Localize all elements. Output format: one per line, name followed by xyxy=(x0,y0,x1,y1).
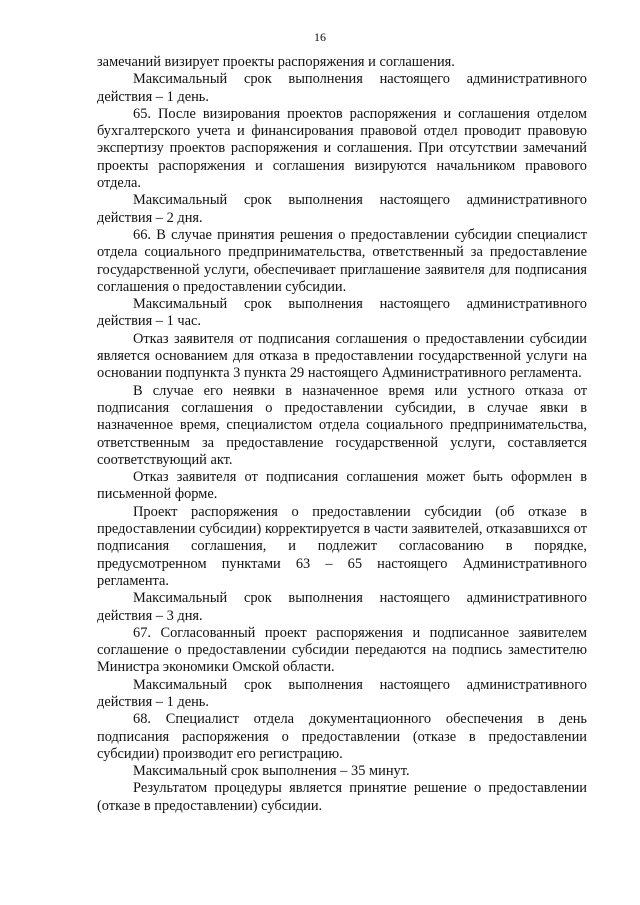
paragraph: Максимальный срок выполнения настоящего административного действия – 2 дня. xyxy=(97,192,587,226)
paragraph: Максимальный срок выполнения настоящего административного действия – 3 дня. xyxy=(97,590,587,624)
paragraph: Максимальный срок выполнения настоящего административного действия – 1 день. xyxy=(97,676,587,710)
paragraph: В случае его неявки в назначенное время или устного отказа от подписания соглашения о предоставлении субсидии, в случае явки в назначенное время, специалистом отдела социального предпринимательства, ответственным за предоставление государственной услуги, составляется соответствующий акт. xyxy=(97,382,587,468)
paragraph: 66. В случае принятия решения о предоставлении субсидии специалист отдела социального предпринимательства, ответственный за предоставление государственной услуги, обеспечивает приглашение заявителя для подписания соглашения о предоставлении субсидии. xyxy=(97,226,587,295)
page-number: 16 xyxy=(314,30,326,44)
paragraph: 65. После визирования проектов распоряжения и соглашения отделом бухгалтерского учета и финансирования правовой отдел проводит правовую экспертизу проектов распоряжения и соглашения. При отсутствии замечаний проекты распоряжения и соглашения визируются начальником правового отдела. xyxy=(97,105,587,192)
paragraph: Отказ заявителя от подписания соглашения может быть оформлен в письменной форме. xyxy=(97,469,587,503)
paragraph: Максимальный срок выполнения – 35 минут. xyxy=(133,763,410,780)
paragraph: замечаний визирует проекты распоряжения и соглашения. xyxy=(97,54,455,70)
paragraph: 68. Специалист отдела документационного обеспечения в день подписания распоряжения о предоставлении (отказе в предоставлении субсидии) производит его регистрацию. xyxy=(97,711,587,762)
paragraph: Максимальный срок выполнения настоящего административного действия – 1 час. xyxy=(97,296,587,330)
paragraph: Проект распоряжения о предоставлении субсидии (об отказе в предоставлении субсидии) корректируется в части заявителей, отказавшихся от подписания соглашения, и подлежит согласованию в порядке, предусмотренном пунктами 63 – 65 настоящего Административного регламента. xyxy=(97,503,587,589)
paragraph: Отказ заявителя от подписания соглашения о предоставлении субсидии является основанием для отказа в предоставлении государственной услуги на основании подпункта 3 пункта 29 настоящего Административного регламента. xyxy=(97,330,587,382)
paragraph: Максимальный срок выполнения настоящего административного действия – 1 день. xyxy=(97,71,587,105)
paragraph: 67. Согласованный проект распоряжения и подписанное заявителем соглашение о предоставлении субсидии передаются на подпись заместителю Министра экономики Омской области. xyxy=(97,624,587,676)
document-body xyxy=(97,54,587,815)
paragraph: Результатом процедуры является принятие решение о предоставлении (отказе в предоставлении) субсидии. xyxy=(97,780,587,814)
